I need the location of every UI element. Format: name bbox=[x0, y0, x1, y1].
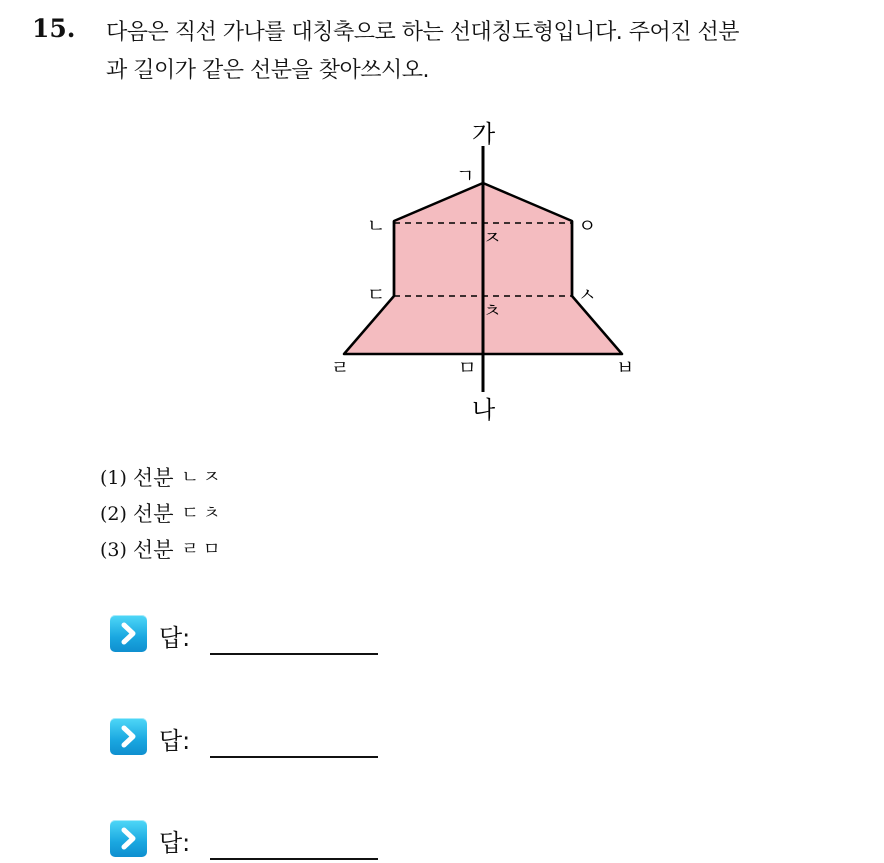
sub-question-3 bbox=[100, 532, 224, 568]
sub-question-segment: ㄴㅈ bbox=[181, 467, 225, 488]
label-o: ㅇ bbox=[578, 215, 597, 237]
answer-blank[interactable] bbox=[210, 858, 378, 860]
label-g: ㄱ bbox=[456, 165, 475, 187]
sub-question-2 bbox=[100, 496, 224, 532]
sub-question-label: 선분 bbox=[132, 466, 174, 490]
sub-question-list bbox=[100, 460, 224, 568]
label-s: ㅅ bbox=[578, 284, 597, 306]
label-axis-top: 가 bbox=[472, 120, 496, 148]
label-b: ㅂ bbox=[616, 357, 635, 379]
answer-blank[interactable] bbox=[210, 756, 378, 758]
label-d: ㄷ bbox=[367, 284, 386, 306]
chevron-right-icon bbox=[110, 615, 147, 652]
sub-question-label: 선분 bbox=[132, 502, 174, 526]
chevron-right-icon bbox=[110, 820, 147, 857]
label-j: ㅈ bbox=[483, 227, 502, 249]
symmetric-figure bbox=[320, 108, 650, 428]
answer-label: 답: bbox=[159, 829, 191, 857]
question-text-line-2: 과 길이가 같은 선분을 찾아쓰시오. bbox=[106, 58, 429, 83]
question-text-line-1: 다음은 직선 가나를 대칭축으로 하는 선대칭도형입니다. 주어진 선분 bbox=[106, 20, 740, 45]
sub-question-segment: ㄷㅊ bbox=[181, 503, 225, 524]
question-text bbox=[106, 14, 876, 90]
sub-question-number: (3) bbox=[100, 539, 127, 561]
label-n: ㄴ bbox=[367, 215, 386, 237]
label-ch: ㅊ bbox=[483, 300, 502, 322]
sub-question-1 bbox=[100, 460, 224, 496]
answer-row-1 bbox=[110, 615, 378, 655]
question-number: 15. bbox=[32, 14, 76, 43]
answer-label: 답: bbox=[159, 624, 191, 652]
chevron-right-icon bbox=[110, 718, 147, 755]
answer-row-3 bbox=[110, 820, 378, 860]
label-m: ㅁ bbox=[458, 357, 477, 379]
sub-question-segment: ㄹㅁ bbox=[181, 539, 225, 560]
label-r: ㄹ bbox=[331, 357, 350, 379]
label-axis-bottom: 나 bbox=[472, 396, 496, 424]
sub-question-number: (2) bbox=[100, 503, 127, 525]
answer-blank[interactable] bbox=[210, 653, 378, 655]
sub-question-label: 선분 bbox=[132, 538, 174, 562]
sub-question-number: (1) bbox=[100, 467, 127, 489]
figure-svg bbox=[320, 108, 650, 428]
answer-label: 답: bbox=[159, 727, 191, 755]
answer-row-2 bbox=[110, 718, 378, 758]
